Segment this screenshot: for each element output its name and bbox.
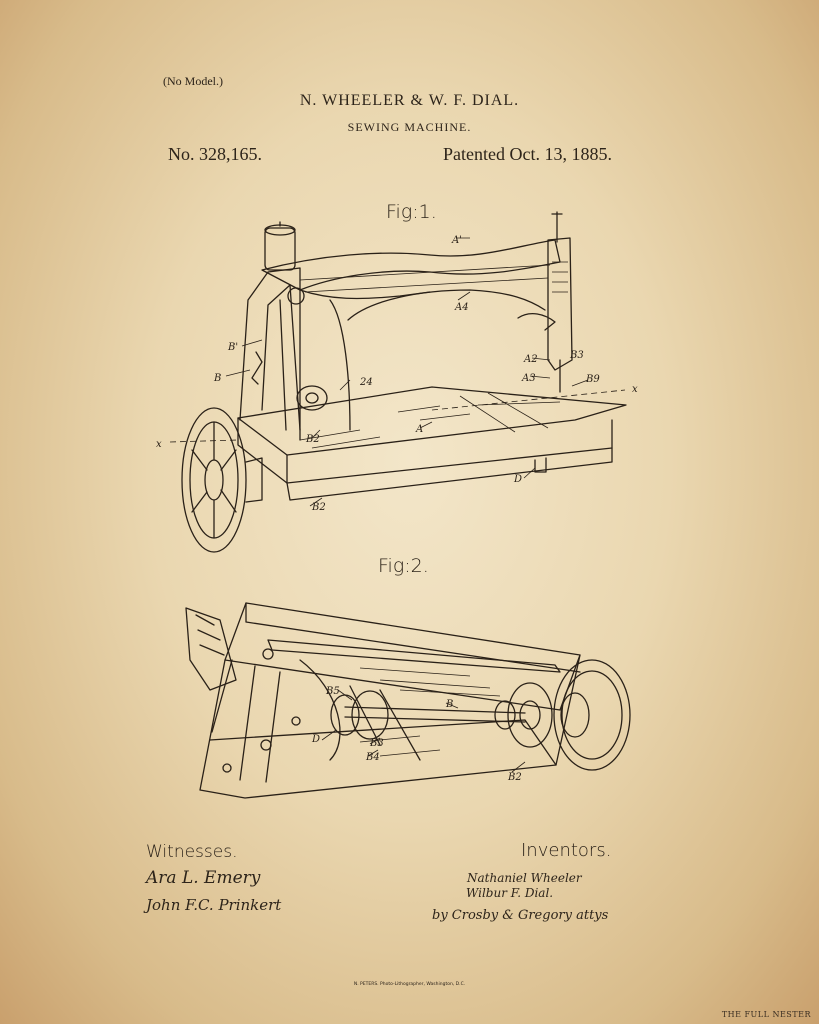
attorneys-signature: by Crosby & Gregory attys <box>432 908 609 923</box>
inventor-signature: Wilbur F. Dial. <box>466 886 554 900</box>
figure-2-annotation: B5 <box>326 686 340 697</box>
figure-1-annotation: B2 <box>306 434 320 445</box>
figure-1-annotation: A4 <box>455 302 469 313</box>
figure-1-annotation: 24 <box>360 377 373 388</box>
witness-signature: Ara L. Emery <box>146 868 261 888</box>
figure-1-annotation: A <box>416 424 424 435</box>
witnesses-label: Witnesses. <box>146 842 238 862</box>
figure-1-annotation: x <box>632 384 638 395</box>
figure-1-label: Fig:1. <box>386 201 437 223</box>
figure-1-annotation: B9 <box>586 374 600 385</box>
figure-2-label: Fig:2. <box>378 555 429 577</box>
figure-2-annotation: B2 <box>508 772 522 783</box>
figure-1-annotation: B2 <box>312 502 326 513</box>
no-model-note: (No Model.) <box>163 74 223 88</box>
inventors-title: N. WHEELER & W. F. DIAL. <box>299 92 520 109</box>
watermark: THE FULL NESTER <box>721 1010 811 1019</box>
figure-1-annotation: A' <box>452 235 462 246</box>
figure-1-annotation: B' <box>228 342 239 353</box>
invention-title: SEWING MACHINE. <box>347 120 472 134</box>
figure-1-annotation: x <box>156 439 162 450</box>
figure-2-annotation: D <box>312 734 321 745</box>
figure-1-annotation: B <box>214 373 222 384</box>
figure-1-annotation: D <box>514 474 523 485</box>
figure-1-annotation: A3 <box>522 373 536 384</box>
witness-signature: John F.C. Prinkert <box>146 896 282 914</box>
figure-1-annotation: A2 <box>524 354 538 365</box>
patent-number: No. 328,165. <box>168 144 262 164</box>
figure-2-annotation: B4 <box>366 752 380 763</box>
figure-1-annotation: B3 <box>570 350 584 361</box>
inventors-label: Inventors. <box>521 840 612 861</box>
patent-date: Patented Oct. 13, 1885. <box>443 144 612 164</box>
inventor-signature: Nathaniel Wheeler <box>467 871 582 885</box>
figure-2-annotation: B <box>446 699 454 710</box>
printer-credit: N. PETERS. Photo-Lithographer, Washington, D.C. <box>353 982 466 987</box>
figure-2-annotation: B3 <box>370 738 384 749</box>
